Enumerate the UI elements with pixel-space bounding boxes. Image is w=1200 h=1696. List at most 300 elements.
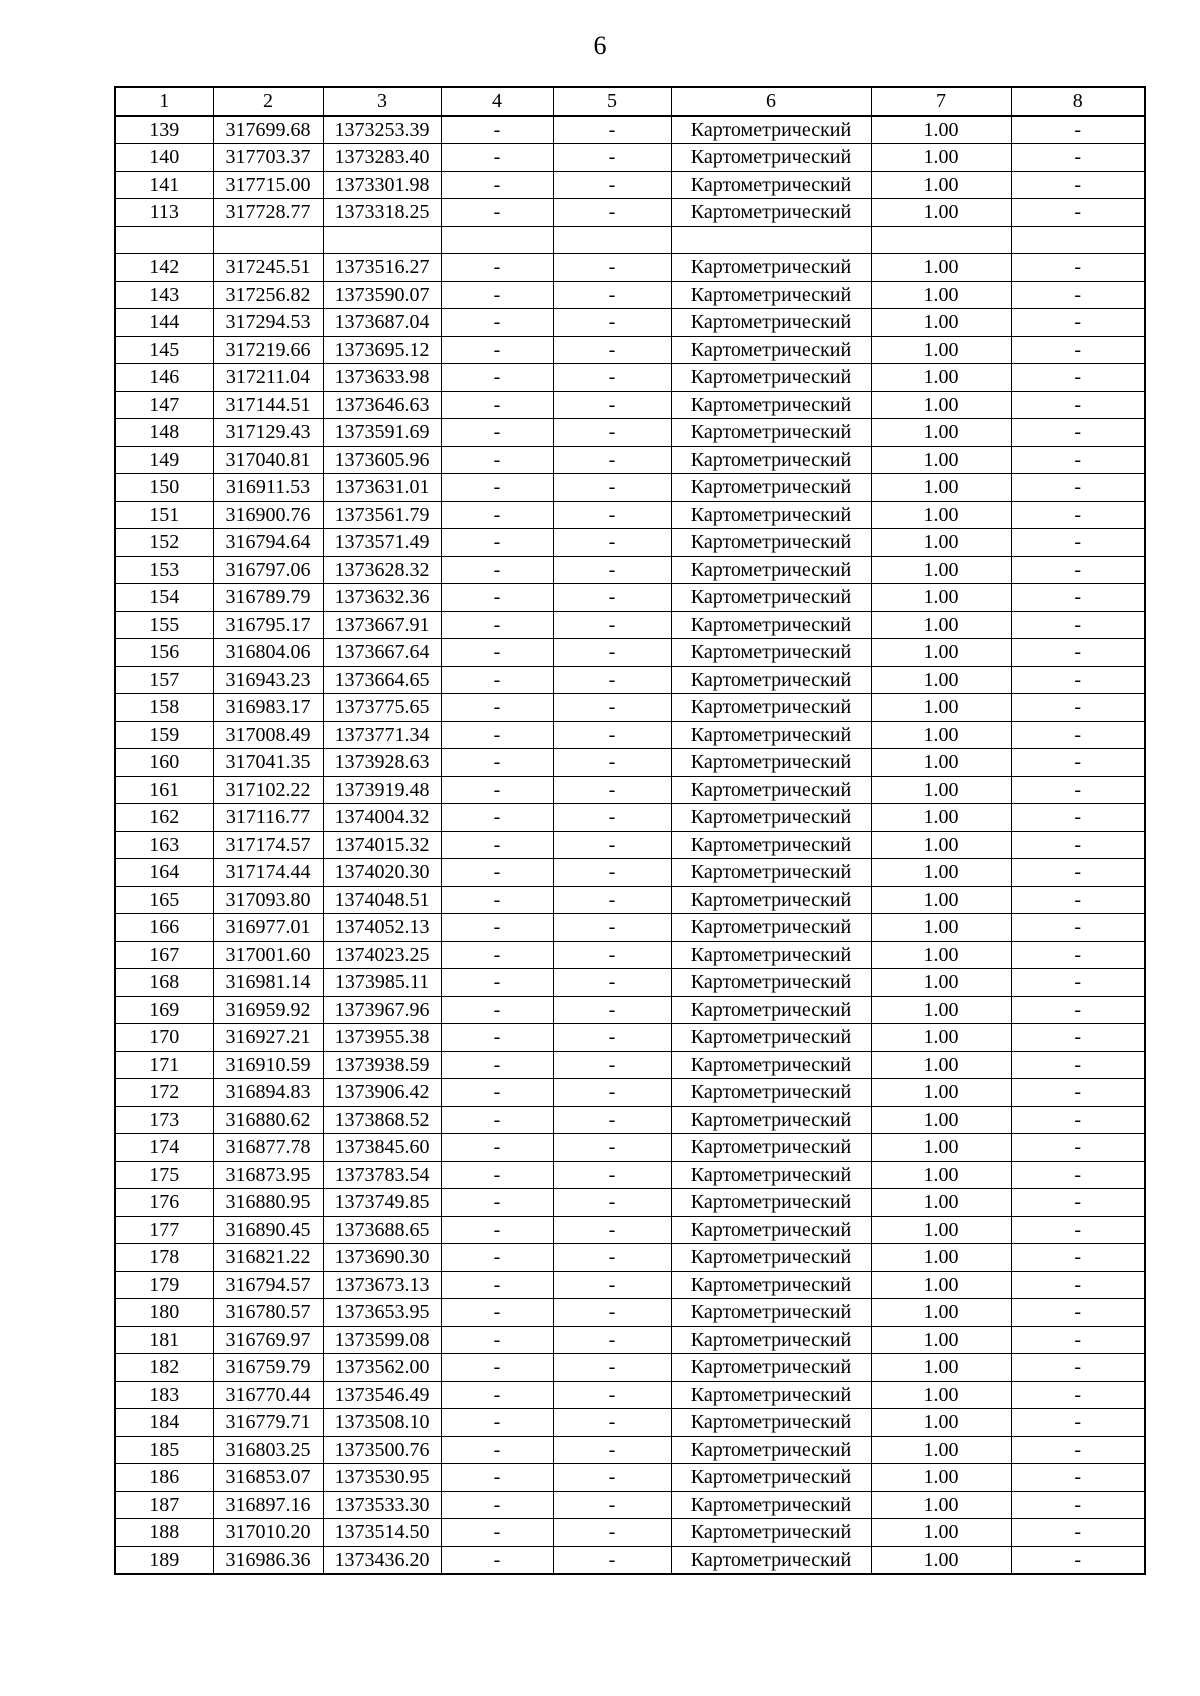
col5-cell: - [553,556,671,584]
x-coordinate-cell: 316959.92 [213,996,323,1024]
x-coordinate-cell: 317040.81 [213,446,323,474]
column-header: 7 [871,87,1011,116]
coordinates-table [114,86,1146,1575]
method-cell: Картометрический [671,556,871,584]
col8-cell: - [1011,1051,1145,1079]
col5-cell: - [553,364,671,392]
col5-cell: - [553,1271,671,1299]
point-number-cell: 153 [115,556,213,584]
column-header: 1 [115,87,213,116]
accuracy-cell: 1.00 [871,1051,1011,1079]
method-cell: Картометрический [671,584,871,612]
y-coordinate-cell: 1374020.30 [323,859,441,887]
col4-cell: - [441,639,553,667]
col8-cell: - [1011,501,1145,529]
method-cell: Картометрический [671,886,871,914]
point-number-cell: 154 [115,584,213,612]
col8-cell: - [1011,1024,1145,1052]
table-row [115,1189,1145,1217]
col5-cell: - [553,116,671,144]
y-coordinate-cell: 1373533.30 [323,1491,441,1519]
col4-cell: - [441,804,553,832]
point-number-cell: 172 [115,1079,213,1107]
method-cell: Картометрический [671,1161,871,1189]
x-coordinate-cell: 317116.77 [213,804,323,832]
table-row [115,309,1145,337]
col4-cell: - [441,859,553,887]
method-cell: Картометрический [671,1024,871,1052]
col8-cell: - [1011,556,1145,584]
col4-cell: - [441,1271,553,1299]
table-row [115,914,1145,942]
y-coordinate-cell: 1373667.64 [323,639,441,667]
y-coordinate-cell: 1373562.00 [323,1354,441,1382]
point-number-cell: 170 [115,1024,213,1052]
col5-cell: - [553,1409,671,1437]
accuracy-cell: 1.00 [871,694,1011,722]
col8-cell: - [1011,969,1145,997]
x-coordinate-cell: 316794.57 [213,1271,323,1299]
point-number-cell: 173 [115,1106,213,1134]
accuracy-cell: 1.00 [871,199,1011,227]
table-row [115,1464,1145,1492]
point-number-cell: 168 [115,969,213,997]
x-coordinate-cell: 316981.14 [213,969,323,997]
x-coordinate-cell: 317245.51 [213,254,323,282]
table-row [115,446,1145,474]
col5-cell: - [553,254,671,282]
accuracy-cell: 1.00 [871,1354,1011,1382]
method-cell: Картометрический [671,309,871,337]
accuracy-cell: 1.00 [871,1244,1011,1272]
column-header: 3 [323,87,441,116]
point-number-cell: 156 [115,639,213,667]
method-cell: Картометрический [671,391,871,419]
col8-cell: - [1011,914,1145,942]
y-coordinate-cell: 1373591.69 [323,419,441,447]
y-coordinate-cell: 1373667.91 [323,611,441,639]
col5-cell: - [553,776,671,804]
x-coordinate-cell: 316986.36 [213,1546,323,1574]
accuracy-cell: 1.00 [871,144,1011,172]
point-number-cell: 145 [115,336,213,364]
col5-cell: - [553,1354,671,1382]
table-row [115,611,1145,639]
accuracy-cell: 1.00 [871,886,1011,914]
point-number-cell: 189 [115,1546,213,1574]
x-coordinate-cell: 316759.79 [213,1354,323,1382]
accuracy-cell: 1.00 [871,171,1011,199]
table-row [115,1271,1145,1299]
col8-cell: - [1011,309,1145,337]
col8-cell: - [1011,116,1145,144]
method-cell: Картометрический [671,1436,871,1464]
point-number-cell: 141 [115,171,213,199]
method-cell: Картометрический [671,501,871,529]
method-cell: Картометрический [671,419,871,447]
accuracy-cell: 1.00 [871,1546,1011,1574]
table-header-row [115,87,1145,116]
col5-cell: - [553,859,671,887]
accuracy-cell: 1.00 [871,1216,1011,1244]
y-coordinate-cell: 1373687.04 [323,309,441,337]
table-row [115,859,1145,887]
accuracy-cell: 1.00 [871,446,1011,474]
method-cell: Картометрический [671,199,871,227]
y-coordinate-cell: 1373546.49 [323,1381,441,1409]
col8-cell: - [1011,721,1145,749]
y-coordinate-cell: 1373500.76 [323,1436,441,1464]
table-row [115,419,1145,447]
y-coordinate-cell: 1374052.13 [323,914,441,942]
point-number-cell: 186 [115,1464,213,1492]
y-coordinate-cell: 1373695.12 [323,336,441,364]
col4-cell: - [441,116,553,144]
x-coordinate-cell: 316927.21 [213,1024,323,1052]
method-cell [671,226,871,254]
col5-cell: - [553,1326,671,1354]
col5-cell: - [553,171,671,199]
col4-cell: - [441,419,553,447]
x-coordinate-cell: 317294.53 [213,309,323,337]
col8-cell: - [1011,941,1145,969]
col5-cell: - [553,1161,671,1189]
table-row [115,1299,1145,1327]
col8-cell: - [1011,474,1145,502]
table-row [115,1134,1145,1162]
x-coordinate-cell: 316794.64 [213,529,323,557]
y-coordinate-cell: 1373919.48 [323,776,441,804]
x-coordinate-cell: 316770.44 [213,1381,323,1409]
col8-cell: - [1011,1244,1145,1272]
y-coordinate-cell: 1373516.27 [323,254,441,282]
method-cell: Картометрический [671,611,871,639]
method-cell: Картометрический [671,996,871,1024]
col8-cell [1011,226,1145,254]
method-cell: Картометрический [671,1491,871,1519]
x-coordinate-cell: 317699.68 [213,116,323,144]
col8-cell: - [1011,1299,1145,1327]
accuracy-cell: 1.00 [871,721,1011,749]
y-coordinate-cell: 1373633.98 [323,364,441,392]
col5-cell: - [553,666,671,694]
y-coordinate-cell: 1373906.42 [323,1079,441,1107]
method-cell: Картометрический [671,1106,871,1134]
col4-cell: - [441,391,553,419]
col4-cell: - [441,281,553,309]
point-number-cell: 179 [115,1271,213,1299]
point-number-cell: 150 [115,474,213,502]
col4-cell: - [441,969,553,997]
col4-cell: - [441,666,553,694]
col5-cell: - [553,1051,671,1079]
point-number-cell: 162 [115,804,213,832]
col5-cell: - [553,1436,671,1464]
accuracy-cell: 1.00 [871,1134,1011,1162]
point-number-cell: 174 [115,1134,213,1162]
col5-cell: - [553,1106,671,1134]
method-cell: Картометрический [671,1134,871,1162]
x-coordinate-cell: 317219.66 [213,336,323,364]
x-coordinate-cell: 317010.20 [213,1519,323,1547]
method-cell: Картометрический [671,144,871,172]
col8-cell: - [1011,1326,1145,1354]
table-row [115,1244,1145,1272]
y-coordinate-cell: 1373631.01 [323,474,441,502]
point-number-cell: 165 [115,886,213,914]
accuracy-cell: 1.00 [871,1024,1011,1052]
col4-cell: - [441,1491,553,1519]
y-coordinate-cell: 1374023.25 [323,941,441,969]
x-coordinate-cell: 316983.17 [213,694,323,722]
col4-cell: - [441,611,553,639]
x-coordinate-cell: 317008.49 [213,721,323,749]
point-number-cell: 143 [115,281,213,309]
x-coordinate-cell: 316894.83 [213,1079,323,1107]
col5-cell: - [553,584,671,612]
col4-cell: - [441,1024,553,1052]
col4-cell: - [441,694,553,722]
col8-cell: - [1011,1519,1145,1547]
point-number-cell: 149 [115,446,213,474]
accuracy-cell: 1.00 [871,1271,1011,1299]
col4-cell: - [441,501,553,529]
col8-cell: - [1011,1546,1145,1574]
point-number-cell: 181 [115,1326,213,1354]
y-coordinate-cell: 1374048.51 [323,886,441,914]
col4-cell: - [441,1299,553,1327]
x-coordinate-cell: 316910.59 [213,1051,323,1079]
accuracy-cell: 1.00 [871,941,1011,969]
col8-cell: - [1011,171,1145,199]
col5-cell: - [553,1079,671,1107]
accuracy-cell: 1.00 [871,1381,1011,1409]
table-row [115,1161,1145,1189]
col8-cell: - [1011,776,1145,804]
table-row [115,694,1145,722]
y-coordinate-cell [323,226,441,254]
y-coordinate-cell: 1373783.54 [323,1161,441,1189]
col4-cell: - [441,529,553,557]
x-coordinate-cell [213,226,323,254]
column-header: 6 [671,87,871,116]
x-coordinate-cell: 316911.53 [213,474,323,502]
method-cell: Картометрический [671,529,871,557]
col5-cell: - [553,529,671,557]
table-row [115,474,1145,502]
col5-cell: - [553,1464,671,1492]
col4-cell: - [441,199,553,227]
x-coordinate-cell: 316803.25 [213,1436,323,1464]
col8-cell: - [1011,391,1145,419]
col4-cell: - [441,309,553,337]
x-coordinate-cell: 317001.60 [213,941,323,969]
col5-cell: - [553,886,671,914]
col5-cell: - [553,1134,671,1162]
point-number-cell: 161 [115,776,213,804]
col8-cell: - [1011,529,1145,557]
point-number-cell: 175 [115,1161,213,1189]
table-row [115,1079,1145,1107]
x-coordinate-cell: 317129.43 [213,419,323,447]
y-coordinate-cell: 1373967.96 [323,996,441,1024]
y-coordinate-cell: 1373664.65 [323,666,441,694]
col4-cell: - [441,1051,553,1079]
x-coordinate-cell: 316977.01 [213,914,323,942]
point-number-cell: 176 [115,1189,213,1217]
table-row [115,776,1145,804]
page-number: 6 [593,31,607,60]
col5-cell: - [553,1381,671,1409]
col8-cell: - [1011,1354,1145,1382]
col5-cell: - [553,144,671,172]
method-cell: Картометрический [671,474,871,502]
table-row [115,501,1145,529]
point-number-cell: 185 [115,1436,213,1464]
y-coordinate-cell: 1373690.30 [323,1244,441,1272]
x-coordinate-cell: 317174.44 [213,859,323,887]
y-coordinate-cell: 1373632.36 [323,584,441,612]
table-row [115,529,1145,557]
x-coordinate-cell: 316779.71 [213,1409,323,1437]
table-row [115,804,1145,832]
method-cell: Картометрический [671,694,871,722]
table-row [115,199,1145,227]
x-coordinate-cell: 316877.78 [213,1134,323,1162]
y-coordinate-cell: 1373868.52 [323,1106,441,1134]
col4-cell: - [441,171,553,199]
point-number-cell: 183 [115,1381,213,1409]
accuracy-cell [871,226,1011,254]
col5-cell: - [553,336,671,364]
column-header: 8 [1011,87,1145,116]
x-coordinate-cell: 317703.37 [213,144,323,172]
accuracy-cell: 1.00 [871,804,1011,832]
col5-cell: - [553,1491,671,1519]
y-coordinate-cell: 1373508.10 [323,1409,441,1437]
method-cell: Картометрический [671,1079,871,1107]
method-cell: Картометрический [671,721,871,749]
col5-cell: - [553,281,671,309]
accuracy-cell: 1.00 [871,309,1011,337]
y-coordinate-cell: 1373590.07 [323,281,441,309]
point-number-cell: 182 [115,1354,213,1382]
method-cell: Картометрический [671,1326,871,1354]
y-coordinate-cell: 1374004.32 [323,804,441,832]
col4-cell: - [441,776,553,804]
col4-cell: - [441,254,553,282]
method-cell: Картометрический [671,1519,871,1547]
col8-cell: - [1011,996,1145,1024]
col8-cell: - [1011,1161,1145,1189]
x-coordinate-cell: 317041.35 [213,749,323,777]
col8-cell: - [1011,1464,1145,1492]
method-cell: Картометрический [671,776,871,804]
col8-cell: - [1011,419,1145,447]
table-row [115,749,1145,777]
accuracy-cell: 1.00 [871,1299,1011,1327]
col8-cell: - [1011,1491,1145,1519]
col8-cell: - [1011,886,1145,914]
column-header: 5 [553,87,671,116]
col4-cell: - [441,1134,553,1162]
col8-cell: - [1011,1381,1145,1409]
col8-cell: - [1011,831,1145,859]
col8-cell: - [1011,1216,1145,1244]
x-coordinate-cell: 316900.76 [213,501,323,529]
col8-cell: - [1011,446,1145,474]
accuracy-cell: 1.00 [871,474,1011,502]
point-number-cell: 184 [115,1409,213,1437]
y-coordinate-cell: 1373561.79 [323,501,441,529]
x-coordinate-cell: 316853.07 [213,1464,323,1492]
table-row [115,1354,1145,1382]
col4-cell: - [441,364,553,392]
col8-cell: - [1011,1079,1145,1107]
x-coordinate-cell: 316780.57 [213,1299,323,1327]
col4-cell: - [441,1464,553,1492]
y-coordinate-cell: 1373599.08 [323,1326,441,1354]
table-row [115,886,1145,914]
accuracy-cell: 1.00 [871,1464,1011,1492]
accuracy-cell: 1.00 [871,1491,1011,1519]
col4-cell: - [441,721,553,749]
col8-cell: - [1011,639,1145,667]
col5-cell [553,226,671,254]
col4-cell: - [441,556,553,584]
col5-cell: - [553,914,671,942]
y-coordinate-cell: 1374015.32 [323,831,441,859]
accuracy-cell: 1.00 [871,529,1011,557]
point-number-cell: 187 [115,1491,213,1519]
column-header: 2 [213,87,323,116]
table-row [115,1216,1145,1244]
col4-cell: - [441,144,553,172]
accuracy-cell: 1.00 [871,1161,1011,1189]
x-coordinate-cell: 317174.57 [213,831,323,859]
table-row [115,281,1145,309]
col5-cell: - [553,721,671,749]
col5-cell: - [553,309,671,337]
point-number-cell: 160 [115,749,213,777]
method-cell: Картометрический [671,1546,871,1574]
accuracy-cell: 1.00 [871,419,1011,447]
method-cell: Картометрический [671,1299,871,1327]
accuracy-cell: 1.00 [871,501,1011,529]
column-header: 4 [441,87,553,116]
point-number-cell: 146 [115,364,213,392]
method-cell: Картометрический [671,254,871,282]
method-cell: Картометрический [671,364,871,392]
method-cell: Картометрический [671,1051,871,1079]
col4-cell: - [441,941,553,969]
accuracy-cell: 1.00 [871,1436,1011,1464]
col8-cell: - [1011,1189,1145,1217]
table-row [115,1051,1145,1079]
method-cell: Картометрический [671,1216,871,1244]
table-row [115,969,1145,997]
point-number-cell: 144 [115,309,213,337]
y-coordinate-cell: 1373628.32 [323,556,441,584]
method-cell: Картометрический [671,1271,871,1299]
col4-cell: - [441,914,553,942]
x-coordinate-cell: 316797.06 [213,556,323,584]
method-cell: Картометрический [671,639,871,667]
accuracy-cell: 1.00 [871,996,1011,1024]
table-row [115,941,1145,969]
col5-cell: - [553,1024,671,1052]
point-number-cell: 180 [115,1299,213,1327]
